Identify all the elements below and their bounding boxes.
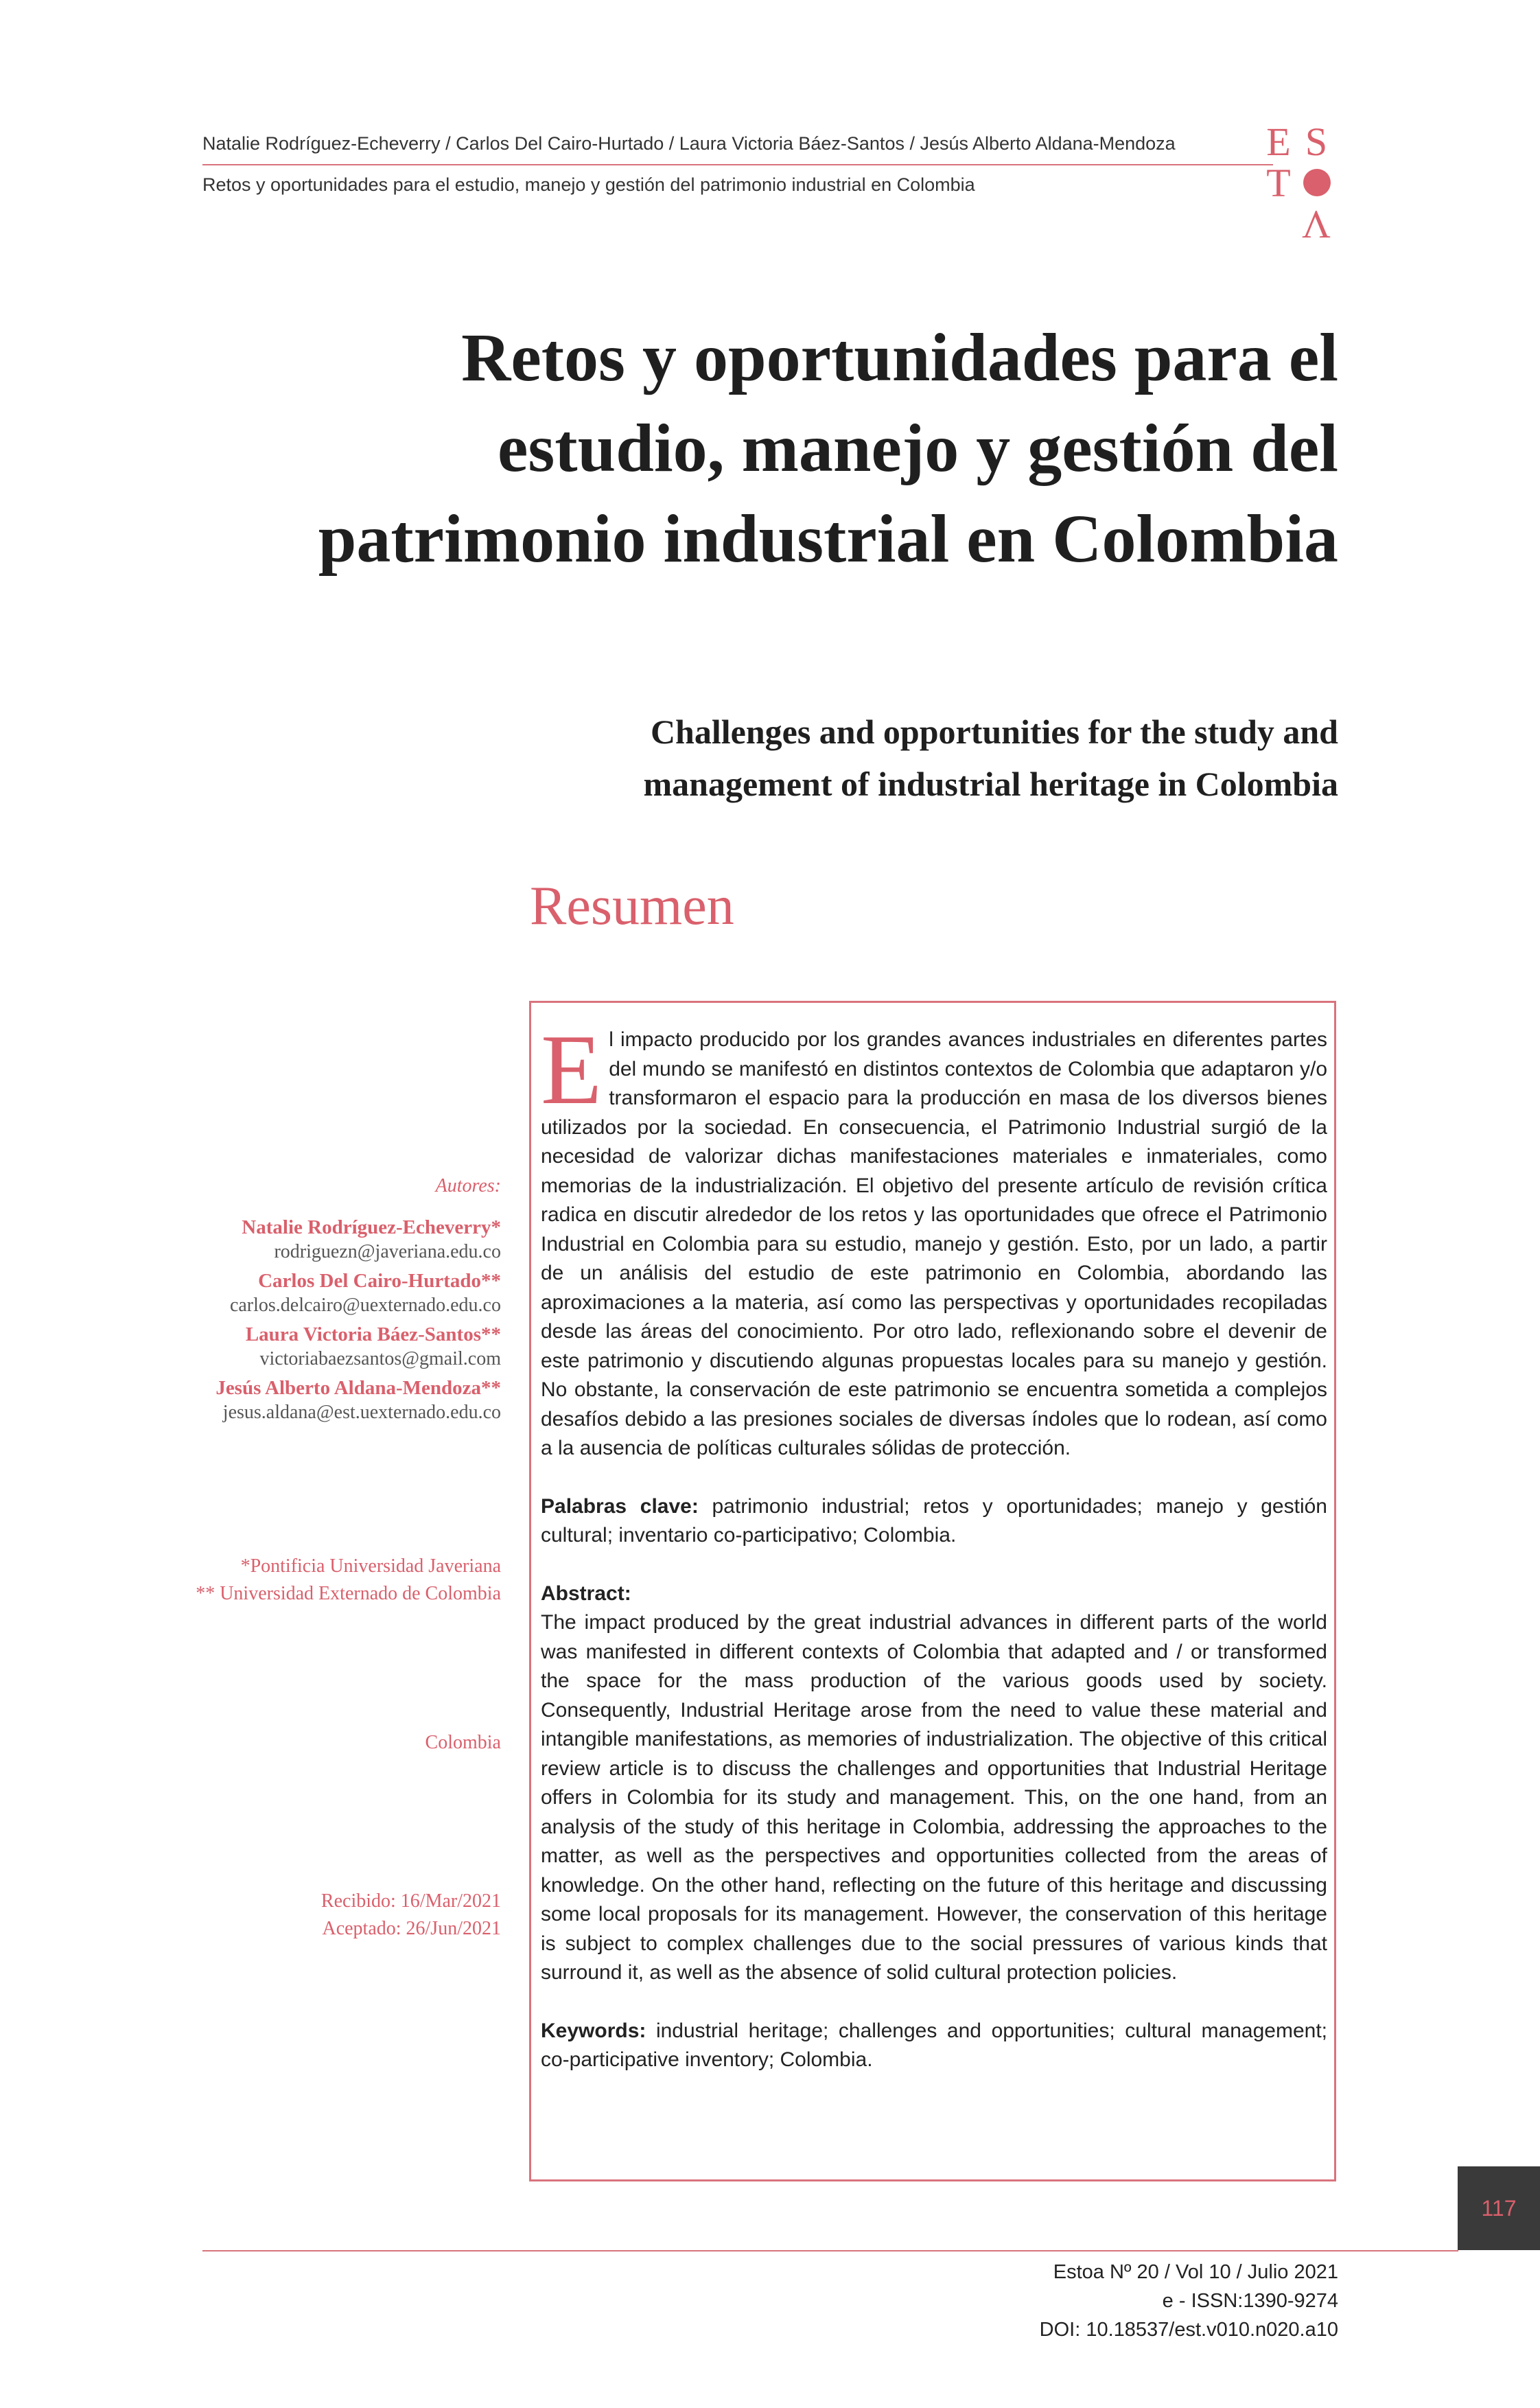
page-number: 117 <box>1458 2166 1540 2250</box>
keywords-label: Keywords: <box>541 2019 646 2042</box>
running-header-title: Retos y oportunidades para el estudio, manejo y gestión del patrimonio industrial en Colombia <box>202 174 975 195</box>
palabras-clave <box>541 1492 1327 1551</box>
article-subtitle-english <box>343 706 1338 810</box>
footer-doi: DOI: 10.18537/est.v010.n020.a10 <box>1039 2319 1338 2341</box>
author-name: Carlos Del Cairo-Hurtado** <box>258 1270 501 1292</box>
author-entry <box>103 1215 501 1264</box>
author-email: victoriabaezsantos@gmail.com <box>259 1348 501 1369</box>
palabras-clave-text: patrimonio industrial; retos y oportunidades; manejo y gestión cultural; inventario co-participativo; Colombia. <box>541 1494 1327 1547</box>
author-entry <box>103 1269 501 1318</box>
footer-issn: e - ISSN:1390-9274 <box>1162 2290 1338 2312</box>
accepted-date: Aceptado: 26/Jun/2021 <box>322 1918 501 1939</box>
country: Colombia <box>425 1732 501 1753</box>
footer-journal-issue: Estoa Nº 20 / Vol 10 / Julio 2021 <box>1053 2261 1338 2283</box>
logo-letter-s: S <box>1305 119 1328 164</box>
keywords <box>541 2017 1327 2075</box>
title-line: Retos y oportunidades para el <box>461 319 1338 395</box>
authors-list <box>103 1215 501 1425</box>
article-title <box>172 312 1338 584</box>
affiliations <box>103 1553 501 1608</box>
author-email: carlos.delcairo@uexternado.edu.co <box>229 1295 501 1316</box>
author-entry <box>103 1322 501 1371</box>
affiliation: ** Universidad Externado de Colombia <box>196 1583 501 1604</box>
abstract-box <box>529 1001 1336 2181</box>
title-line: estudio, manejo y gestión del <box>498 410 1338 486</box>
resumen-paragraph <box>541 1014 1327 1463</box>
author-name: Laura Victoria Báez-Santos** <box>245 1323 501 1345</box>
author-name: Jesús Alberto Aldana-Mendoza** <box>215 1377 501 1399</box>
author-name: Natalie Rodríguez-Echeverry* <box>242 1216 501 1238</box>
subtitle-line: Challenges and opportunities for the study and <box>650 713 1338 751</box>
footer-divider <box>202 2250 1458 2251</box>
logo-letter-t: T <box>1266 161 1291 205</box>
logo-letter-v: V <box>1302 202 1331 247</box>
header-divider <box>202 164 1273 165</box>
keywords-text: industrial heritage; challenges and opportunities; cultural management; co-participative inventory; Colombia. <box>541 2019 1327 2071</box>
running-header-authors: Natalie Rodríguez-Echeverry / Carlos Del Cairo-Hurtado / Laura Victoria Báez-Santos / Jesús Alberto Aldana-Mendoza <box>202 133 1176 154</box>
author-email: jesus.aldana@est.uexternado.edu.co <box>222 1402 501 1423</box>
authors-label: Autores: <box>435 1175 501 1196</box>
estoa-logo <box>1261 119 1337 247</box>
title-line: patrimonio industrial en Colombia <box>318 500 1338 577</box>
abstract-text: The impact produced by the great industrial advances in different parts of the world was manifested in different contexts of Colombia that adapted and / or transformed the space for the mass production of the various goods used by society. Consequently, Industrial Heritage arose from the need to value these material and intangible manifestations, as memories of industrialization. The objective of this critical review article is to discuss the challenges and opportunities that Industrial Heritage offers in Colombia for its study and management. This, on the one hand, from an analysis of the study of this heritage in Colombia, addressing the approaches to the matter, as well as the perspectives and opportunities collected from the areas of knowledge. On the other hand, reflecting on the future of this heritage and discussing some local proposals for its management. However, the conservation of this heritage is subject to complex challenges due to the social pressures of various kinds that surround it, as well as the absence of solid cultural protection policies. <box>541 1611 1327 1984</box>
resumen-heading: Resumen <box>530 876 734 936</box>
abstract-label: Abstract: <box>541 1582 631 1605</box>
received-date: Recibido: 16/Mar/2021 <box>320 1890 501 1912</box>
author-entry <box>103 1376 501 1425</box>
logo-letter-e: E <box>1266 119 1291 164</box>
resumen-text: l impacto producido por los grandes avances industriales en diferentes partes del mundo se manifestó en distintos contextos de Colombia que adaptaron y/o transformaron el espacio para la producción en masa de los diversos bienes utilizados por la sociedad. En consecuencia, el Patrimonio Industrial surgió de la necesidad de valorizar dichas manifestaciones materiales e inmateriales, como memorias de la industrialización. El objetivo del presente artículo de revisión crítica radica en discutir alrededor de los retos y las oportunidades que ofrece el Patrimonio Industrial en Colombia para su estudio, manejo y gestión. Esto, por un lado, a partir de un análisis del estudio de este patrimonio en Colombia, abordando las aproximaciones a la materia, así como las perspectivas y oportunidades recopiladas desde las áreas del conocimiento. Por otro lado, reflexionando sobre el devenir de este patrimonio y discutiendo algunas propuestas locales para su manejo y gestión. No obstante, la conservación de este patrimonio se encuentra sometida a complejos desafíos debido a las presiones sociales de diversas índoles que lo rodean, así como a la ausencia de políticas culturales sólidas de protección. <box>541 1028 1327 1459</box>
author-email: rodriguezn@javeriana.edu.co <box>274 1241 501 1262</box>
palabras-clave-label: Palabras clave: <box>541 1494 699 1518</box>
drop-cap: E <box>541 1014 603 1125</box>
affiliation: *Pontificia Universidad Javeriana <box>240 1555 501 1577</box>
subtitle-line: management of industrial heritage in Colombia <box>643 765 1338 803</box>
dates <box>103 1888 501 1943</box>
